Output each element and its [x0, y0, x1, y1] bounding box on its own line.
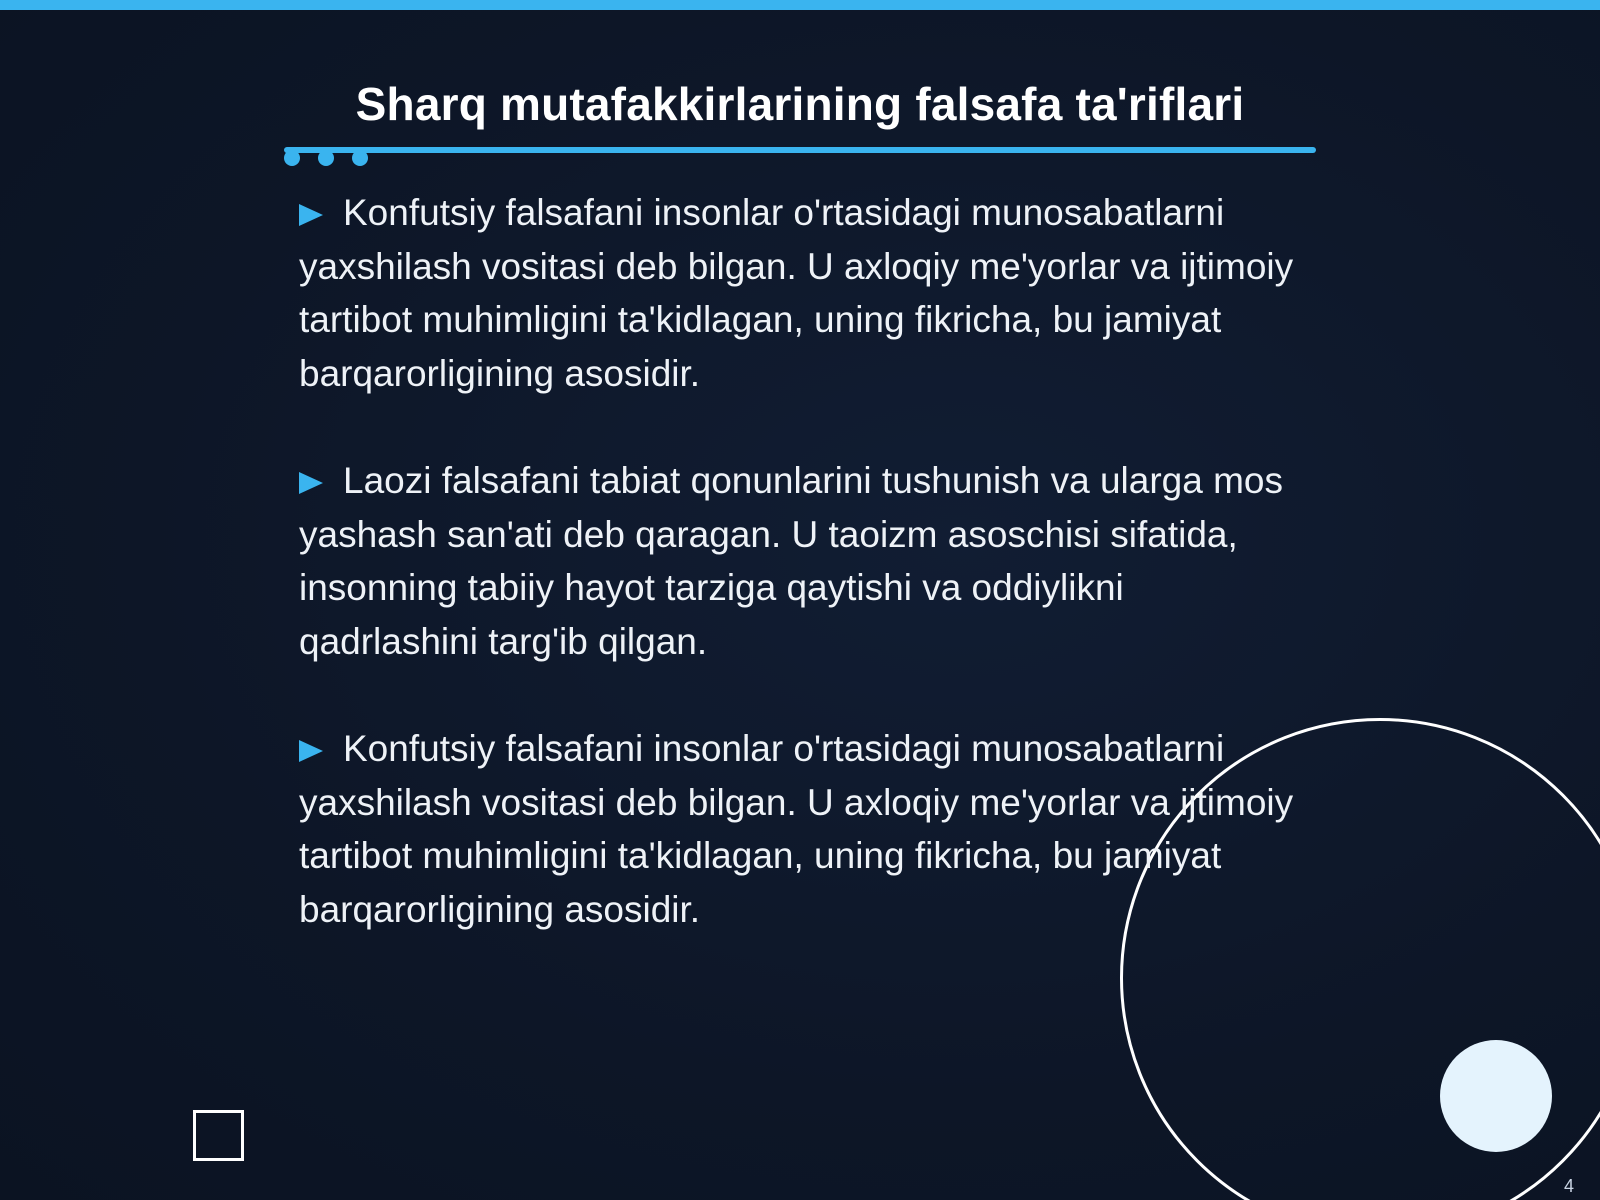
bullet-list — [299, 186, 1299, 990]
page-number: 4 — [1563, 1176, 1574, 1196]
bullet-text: Konfutsiy falsafani insonlar o'rtasidagi munosabatlarni yaxshilash vositasi deb bilgan. U axloqiy me'yorlar va ijtimoiy tartibot muhimligini ta'kidlagan, uning fikricha, bu jamiyat barqarorligining asosidir. — [299, 728, 1294, 930]
slide-title: Sharq mutafakkirlarining falsafa ta'riflari — [355, 78, 1245, 130]
top-accent-bar — [0, 0, 1600, 10]
decorative-dot — [318, 150, 334, 166]
bullet-item — [299, 454, 1299, 668]
decorative-filled-circle — [1440, 1040, 1552, 1152]
play-arrow-icon — [299, 740, 323, 762]
bullet-text: Laozi falsafani tabiat qonunlarini tushunish va ularga mos yashash san'ati deb qaragan. U taoizm asoschisi sifatida, insonning tabiiy hayot tarziga qaytishi va oddiylikni qadrlashini targ'ib qilgan. — [299, 460, 1283, 662]
bullet-item — [299, 186, 1299, 400]
play-arrow-icon — [299, 472, 323, 494]
bullet-item — [299, 722, 1299, 936]
decorative-square — [193, 1110, 244, 1161]
title-underline — [284, 147, 1316, 153]
decorative-dot — [284, 150, 300, 166]
bullet-text: Konfutsiy falsafani insonlar o'rtasidagi munosabatlarni yaxshilash vositasi deb bilgan. U axloqiy me'yorlar va ijtimoiy tartibot muhimligini ta'kidlagan, uning fikricha, bu jamiyat barqarorligining asosidir. — [299, 192, 1294, 394]
decorative-dot — [352, 150, 368, 166]
play-arrow-icon — [299, 204, 323, 226]
